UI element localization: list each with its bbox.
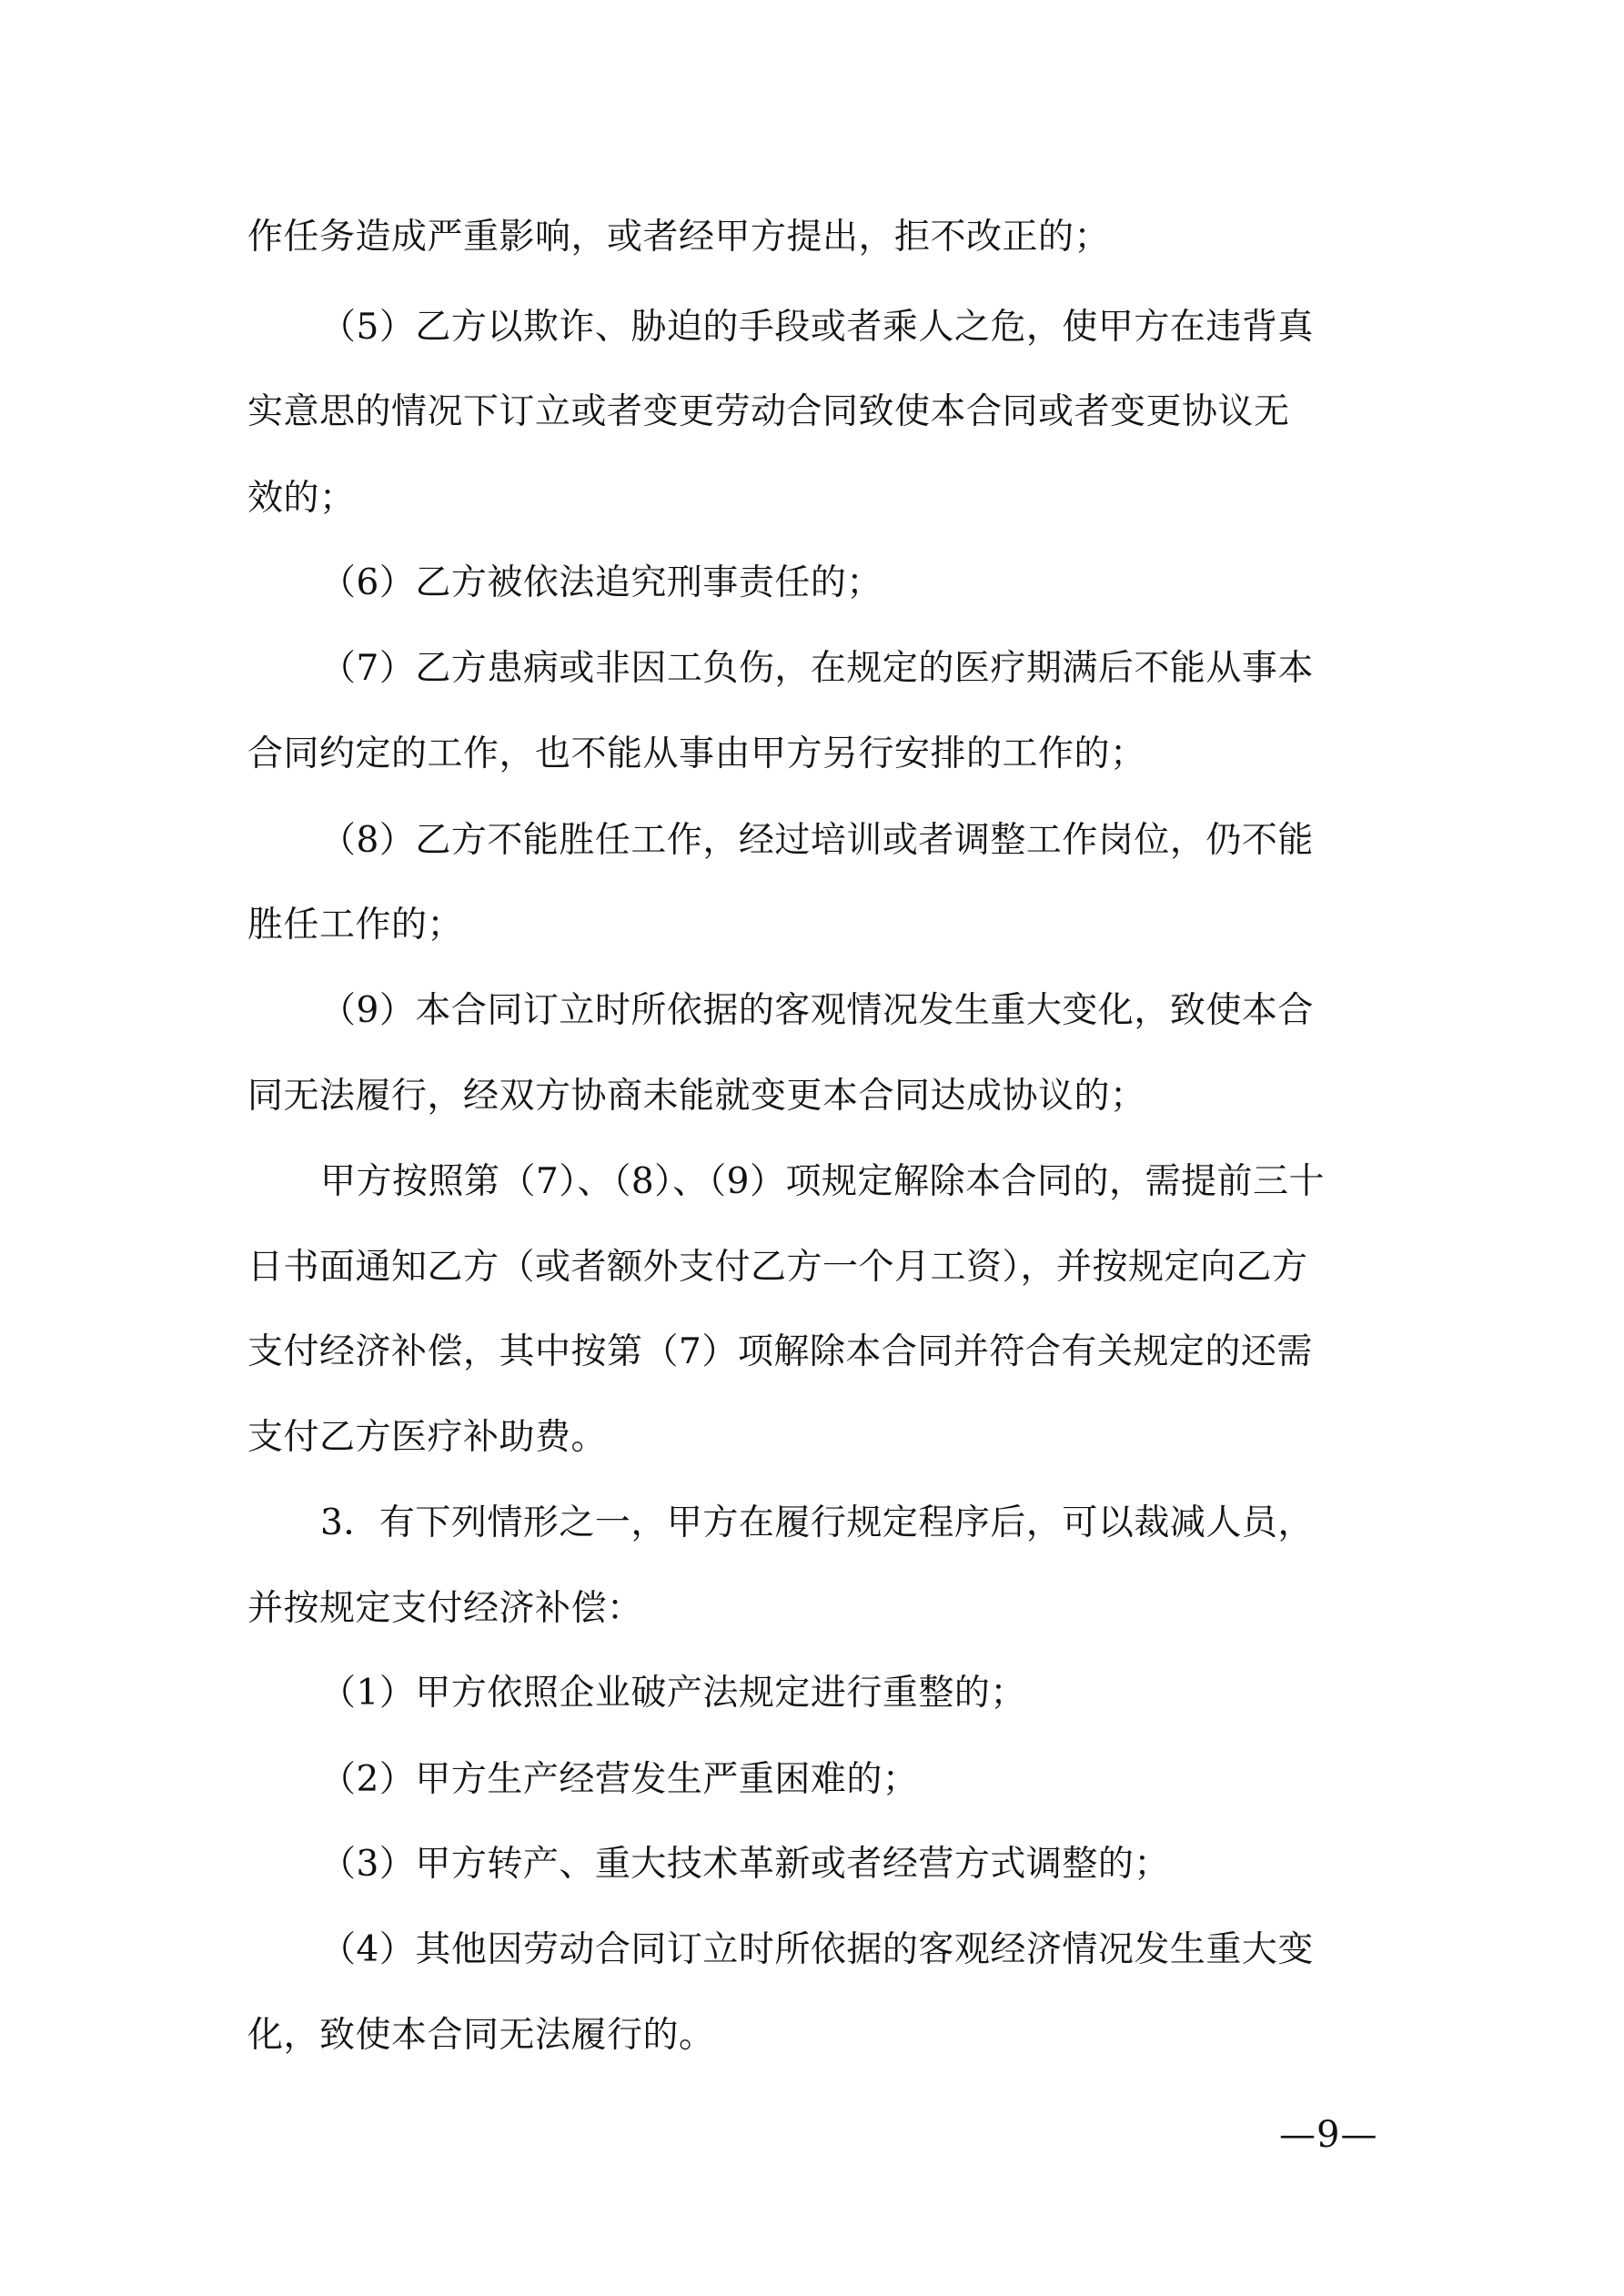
text-line: 日书面通知乙方（或者额外支付乙方一个月工资），并按规定向乙方 xyxy=(247,1247,1308,1288)
text-line: 效的； xyxy=(247,478,356,519)
text-line: （4）其他因劳动合同订立时所依据的客观经济情况发生重大变 xyxy=(320,1929,1314,1970)
text-line: 同无法履行，经双方协商未能就变更本合同达成协议的； xyxy=(247,1076,1146,1117)
text-line: 甲方按照第（7）、（8）、（9）项规定解除本合同的，需提前三十 xyxy=(320,1161,1325,1202)
text-line: 实意思的情况下订立或者变更劳动合同致使本合同或者变更协议无 xyxy=(247,391,1290,432)
text-line: 3．有下列情形之一，甲方在履行规定程序后，可以裁减人员， xyxy=(320,1502,1314,1543)
text-line: （2）甲方生产经营发生严重困难的； xyxy=(320,1759,919,1800)
text-line: 合同约定的工作，也不能从事由甲方另行安排的工作的； xyxy=(247,733,1146,774)
text-line: （1）甲方依照企业破产法规定进行重整的； xyxy=(320,1673,1026,1714)
page-number: —9— xyxy=(1279,2114,1378,2156)
text-line: （3）甲方转产、重大技术革新或者经营方式调整的； xyxy=(320,1844,1170,1885)
text-line: 作任务造成严重影响，或者经甲方提出，拒不改正的； xyxy=(247,217,1111,258)
text-line: （7）乙方患病或非因工负伤，在规定的医疗期满后不能从事本 xyxy=(320,648,1314,689)
text-line: （6）乙方被依法追究刑事责任的； xyxy=(320,562,883,603)
text-line: 支付经济补偿，其中按第（7）项解除本合同并符合有关规定的还需 xyxy=(247,1331,1313,1372)
text-line: 化，致使本合同无法履行的。 xyxy=(247,2015,715,2056)
text-line: 支付乙方医疗补助费。 xyxy=(247,1417,608,1458)
text-line: 并按规定支付经济补偿： xyxy=(247,1588,643,1629)
text-line: （8）乙方不能胜任工作，经过培训或者调整工作岗位，仍不能 xyxy=(320,820,1314,861)
text-line: 胜任工作的； xyxy=(247,905,464,946)
text-line: （9）本合同订立时所依据的客观情况发生重大变化，致使本合 xyxy=(320,990,1314,1031)
text-line: （5）乙方以欺诈、胁迫的手段或者乘人之危，使甲方在违背真 xyxy=(320,307,1314,348)
